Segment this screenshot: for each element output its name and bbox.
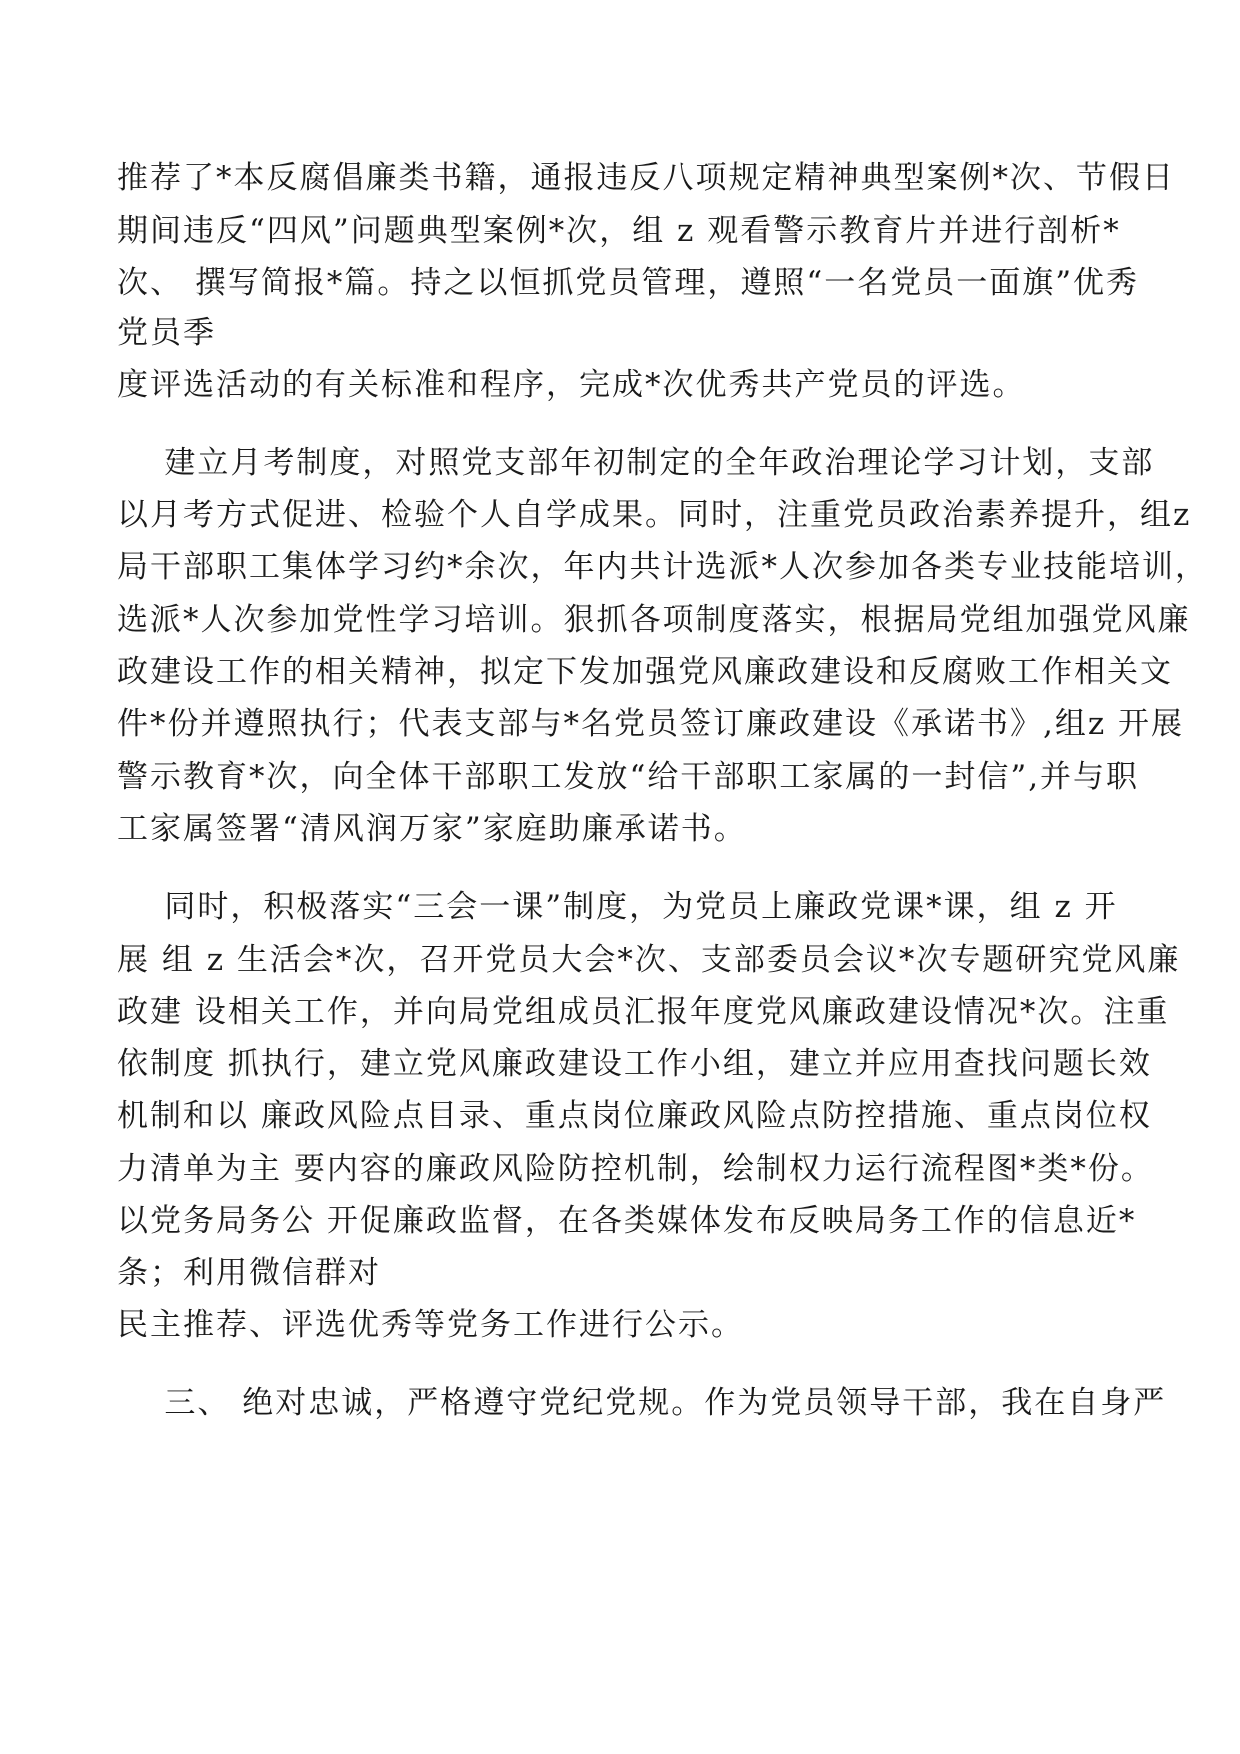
text-line: 建立月考制度，对照党支部年初制定的全年政治理论学习计划，支部	[117, 445, 1155, 481]
text-line: 展 组 z 生活会*次，召开党员大会*次、支部委员会议*次专题研究党风廉	[117, 942, 1181, 978]
text-line: 局干部职工集体学习约*余次，年内共计选派*人次参加各类专业技能培训，	[117, 549, 1208, 585]
text-line: 机制和以 廉政风险点目录、重点岗位廉政风险点防控措施、重点岗位权	[117, 1098, 1152, 1134]
text-line: 期间违反“四风”问题典型案例*次，组 z 观看警示教育片并进行剖析*	[117, 213, 1121, 249]
text-line: 同时，积极落实“三会一课”制度，为党员上廉政党课*课，组 z 开	[117, 889, 1118, 925]
text-line: 党员季	[117, 315, 216, 351]
text-line: 度评选活动的有关标准和程序，完成*次优秀共产党员的评选。	[117, 367, 1026, 403]
text-line: 以月考方式促进、检验个人自学成果。同时，注重党员政治素养提升，组z	[117, 497, 1192, 533]
text-line: 工家属签署“清风润万家”家庭助廉承诺书。	[117, 811, 747, 847]
text-line: 条；利用微信群对	[117, 1255, 381, 1291]
text-line: 政建 设相关工作，并向局党组成员汇报年度党风廉政建设情况*次。注重	[117, 994, 1170, 1030]
text-line: 选派*人次参加党性学习培训。狠抓各项制度落实，根据局党组加强党风廉	[117, 602, 1191, 638]
text-line: 推荐了*本反腐倡廉类书籍，通报违反八项规定精神典型案例*次、节假日	[117, 160, 1175, 196]
text-line: 三、 绝对忠诚，严格遵守党纪党规。作为党员领导干部，我在自身严	[117, 1385, 1167, 1421]
text-line: 力清单为主 要内容的廉政风险防控机制，绘制权力运行流程图*类*份。	[117, 1151, 1154, 1187]
text-line: 民主推荐、评选优秀等党务工作进行公示。	[117, 1307, 744, 1343]
text-line: 件*份并遵照执行；代表支部与*名党员签订廉政建设《承诺书》,组z 开展	[117, 706, 1185, 742]
text-line: 政建设工作的相关精神，拟定下发加强党风廉政建设和反腐败工作相关文	[117, 654, 1173, 690]
text-line: 依制度 抓执行，建立党风廉政建设工作小组，建立并应用查找问题长效	[117, 1046, 1152, 1082]
text-line: 警示教育*次，向全体干部职工发放“给干部职工家属的一封信”,并与职	[117, 759, 1140, 795]
text-line: 以党务局务公 开促廉政监督，在各类媒体发布反映局务工作的信息近*	[117, 1203, 1137, 1239]
text-line: 次、 撰写简报*篇。持之以恒抓党员管理，遵照“一名党员一面旗”优秀	[117, 265, 1140, 301]
